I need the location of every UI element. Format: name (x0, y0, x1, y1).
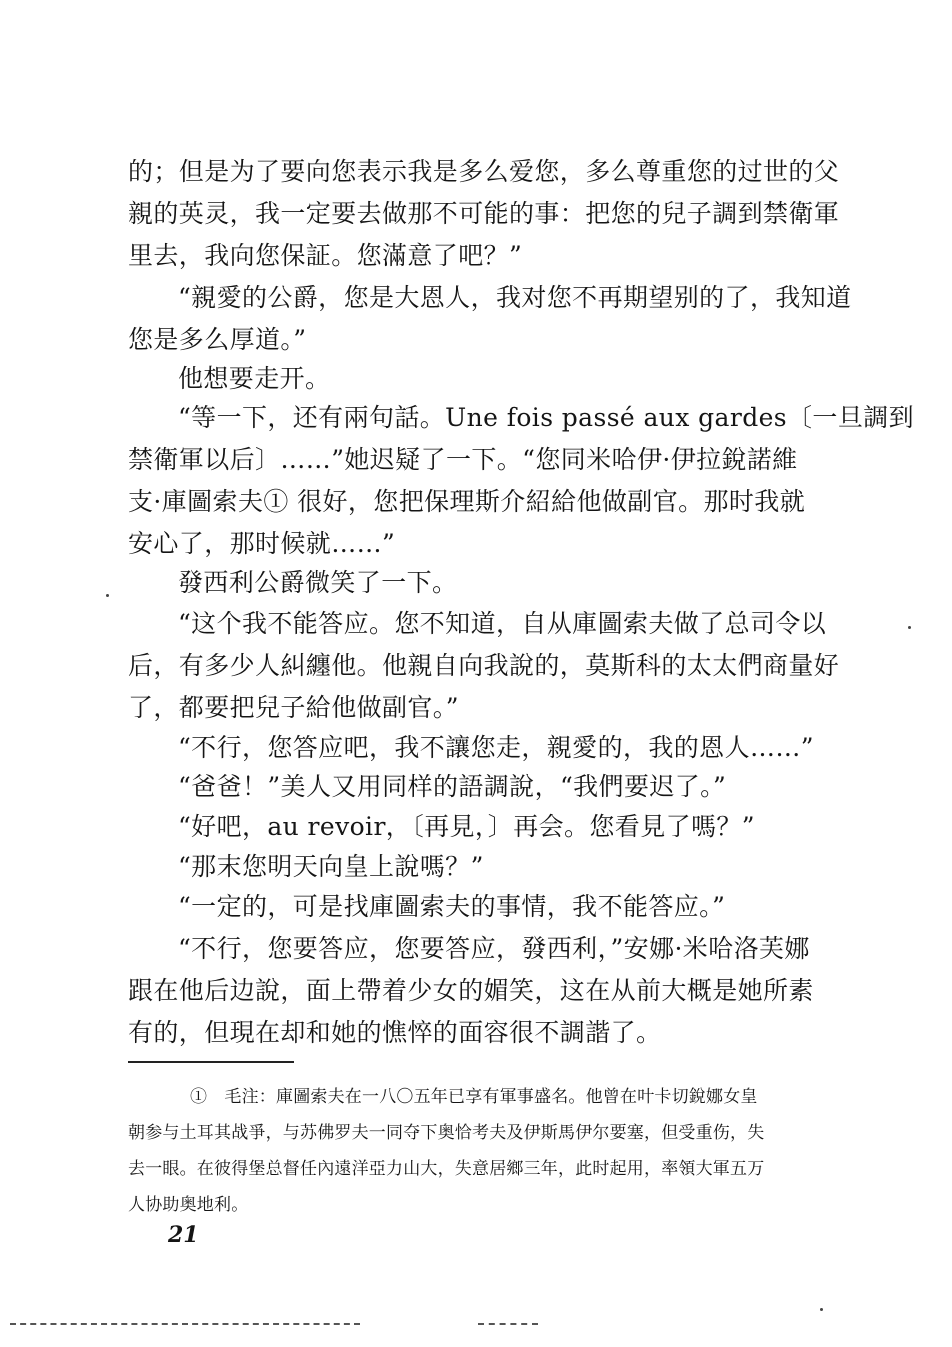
text-line: 跟在他后边說，面上帶着少女的媚笑，这在从前大概是她所素 (128, 976, 814, 1005)
page-number: 21 (168, 1222, 199, 1248)
footnote-line: 人协助奥地利。 (128, 1195, 249, 1215)
paragraph-3 (128, 358, 804, 400)
text-line: “親愛的公爵，您是大恩人，我对您不再期望别的了，我知道 (178, 283, 852, 312)
paragraph-9 (128, 806, 804, 848)
footnote-line: 去一眼。在彼得堡总督任內遠洋亞力山大，失意居鄉三年，此时起用，率領大軍五万 (128, 1159, 765, 1179)
text-line: 有的，但現在却和她的憔悴的面容很不調諧了。 (128, 1018, 662, 1047)
text-line: “等一下，还有兩句話。Une fois passé aux gardes〔一旦調到 (178, 403, 915, 432)
scan-speck (820, 1308, 823, 1311)
paragraph-4 (128, 397, 915, 439)
text-line: 支·庫圖索夫① 很好，您把保理斯介紹給他做副官。那时我就 (128, 487, 806, 516)
text-line: “好吧，au revoir，〔再見，〕再会。您看見了嗎？” (178, 812, 755, 841)
text-line: 禁衛軍以后〕……”她迟疑了一下。“您同米哈伊·伊拉銳諾維 (128, 445, 798, 474)
text-line: 您是多么厚道。” (128, 325, 307, 354)
paragraph-12-cont (128, 970, 814, 1054)
footnote-line: 朝参与土耳其战爭，与苏佛罗夫一同夺下奥恰考夫及伊斯馬伊尔要塞，但受重伤，失 (128, 1123, 765, 1143)
paragraph-4-cont (128, 439, 804, 565)
paragraph-1 (128, 151, 840, 277)
paragraph-2-cont (128, 319, 804, 361)
paragraph-8 (128, 766, 804, 808)
scan-speck (106, 594, 109, 597)
paragraph-7 (128, 727, 814, 769)
paragraph-10 (128, 846, 804, 888)
paragraph-12 (128, 928, 810, 970)
paragraph-6 (128, 603, 827, 645)
text-line: 安心了，那时候就……” (128, 529, 396, 558)
text-line: 的；但是为了要向您表示我是多么爱您，多么尊重您的过世的父 (128, 157, 840, 186)
text-line: 后，有多少人糾纏他。他親自向我說的，莫斯科的太太們商量好 (128, 651, 840, 680)
text-line: 他想要走开。 (178, 364, 331, 393)
paragraph-5 (128, 562, 804, 604)
paragraph-11 (128, 886, 804, 928)
paragraph-2 (128, 277, 852, 319)
scan-speck (908, 626, 911, 629)
paragraph-6-cont (128, 645, 840, 729)
text-line: “不行，您要答应，您要答应，發西利，”安娜·米哈洛芙娜 (178, 934, 810, 963)
text-line: 了，都要把兒子給他做副官。” (128, 693, 459, 722)
footnote (128, 1115, 804, 1223)
text-line: “一定的，可是找庫圖索夫的事情，我不能答应。” (178, 892, 726, 921)
footnote-first-line (128, 1079, 804, 1115)
text-line: “爸爸！”美人又用同样的語調說，“我們要迟了。” (178, 772, 727, 801)
footnote-divider (128, 1061, 294, 1063)
text-line: 發西利公爵微笑了一下。 (178, 568, 458, 597)
scan-edge-mark (478, 1323, 538, 1325)
text-line: “那末您明天向皇上說嗎？” (178, 852, 484, 881)
scan-edge-mark (10, 1323, 360, 1325)
text-line: 親的英灵，我一定要去做那不可能的事：把您的兒子調到禁衛軍 (128, 199, 840, 228)
text-line: 里去，我向您保証。您滿意了吧？” (128, 241, 523, 270)
text-line: “这个我不能答应。您不知道，自从庫圖索夫做了总司令以 (178, 609, 827, 638)
text-line: “不行，您答应吧，我不讓您走，親愛的，我的恩人……” (178, 733, 814, 762)
footnote-line: ① 毛注：庫圖索夫在一八〇五年已享有軍事盛名。他曾在叶卡切銳娜女皇 (190, 1087, 758, 1107)
